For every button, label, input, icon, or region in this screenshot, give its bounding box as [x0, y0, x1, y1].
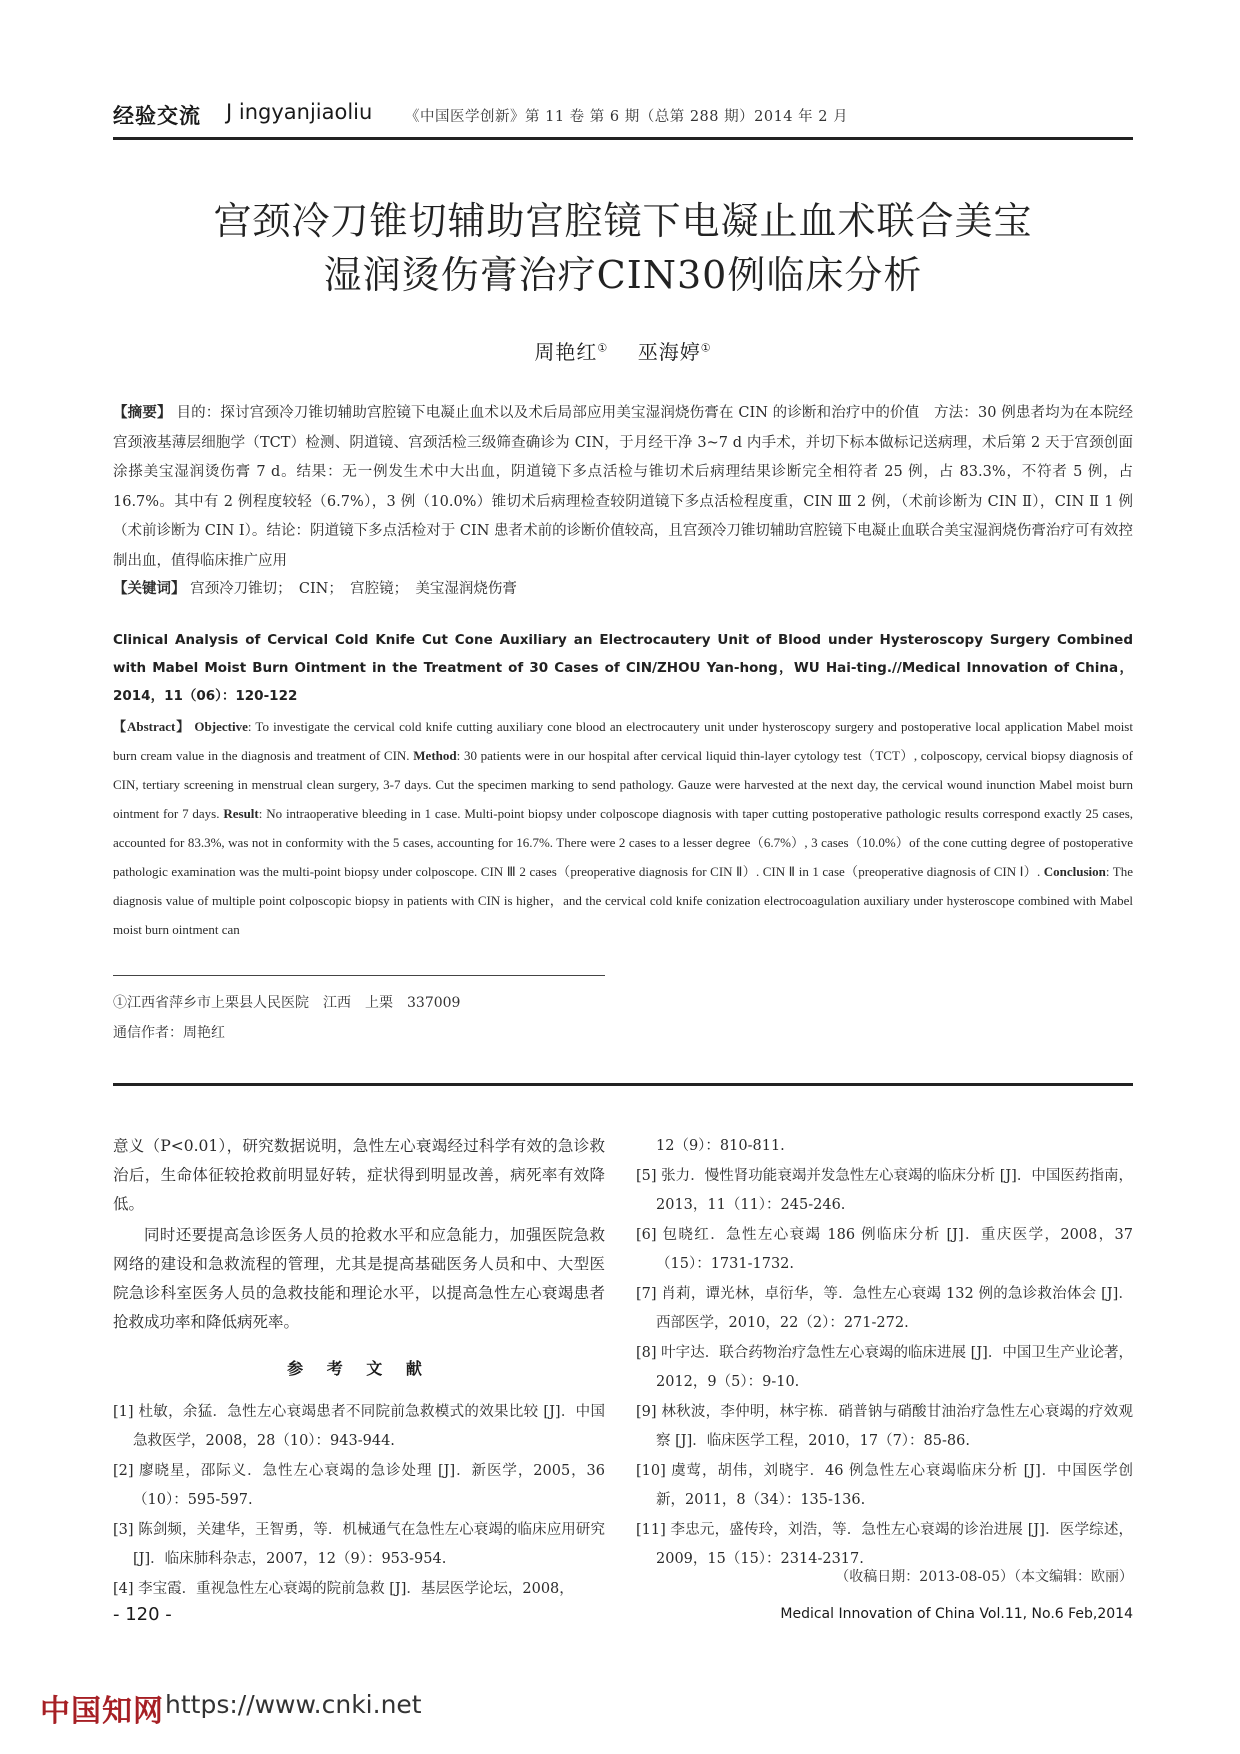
header-rule [113, 137, 1133, 140]
section-rule [113, 1083, 1133, 1086]
journal-issue: 《中国医学创新》第 11 卷 第 6 期（总第 288 期）2014 年 2 月 [405, 109, 849, 125]
section-pinyin: J ingyanjiaoliu [226, 100, 373, 124]
abstract-en-label: 【Abstract】 [113, 719, 191, 734]
abstract-zh-text: 目的：探讨宫颈冷刀锥切辅助宫腔镜下电凝止血术以及术后局部应用美宝湿润烧伤膏在 CIN 的诊断和治疗中的价值 方法：30 例患者均为在本院经宫颈液基薄层细胞学（TCT）检测、阴道镜、宫颈活检三级筛查确诊为 CIN，于月经干净 3~7 d 内手术，并切下标本做标记送病理，术后第 2 天于宫颈创面涂搽美宝湿润烫伤膏 7 d。结果：无一例发生术中大出血，阴道镜下多点活检与锥切术后病理结果诊断完全相符者 25 例，占 83.3%，不符者 5 例，占 16.7%。其中有 2 例程度较轻（6.7%），3 例（10.0%）锥切术后病理检查较阴道镜下多点活检程度重，CIN Ⅲ 2 例，（术前诊断为 CIN Ⅱ），CIN Ⅱ 1 例（术前诊断为 CIN Ⅰ）。结论：阴道镜下多点活检对于 CIN 患者术前的诊断价值较高，且宫颈冷刀锥切辅助宫腔镜下电凝止血联合美宝湿润烧伤膏治疗可有效控制出血，值得临床推广应用 [113, 405, 1133, 569]
abstract-zh-label: 【摘要】 [113, 404, 172, 421]
conclusion-text: : The diagnosis value of multiple point colposcopic biopsy in patients with CIN is higher，and the cervical cold knife conization electrocoagulation auxiliary under hysteroscope combined with Mabel moist burn ointment can [113, 864, 1133, 937]
abstract-zh [113, 398, 1133, 576]
author-1: 周艳红 [534, 340, 598, 364]
author-1-mark: ① [597, 341, 609, 355]
reference-item: [11] 李忠元，盛传玲，刘浩，等．急性左心衰竭的诊治进展 [J]．医学综述，2009，15（15）：2314-2317. [636, 1522, 1133, 1567]
objective-text: : To investigate the cervical cold knife cutting auxiliary cone blood an electrocautery unit under hysteroscopy surgery and postoperative local application Mabel moist burn cream value in the diagnosis and treatment of CIN. [113, 719, 1133, 763]
keywords-zh-text: 宫颈冷刀锥切； CIN； 宫腔镜； 美宝湿润烧伤膏 [190, 581, 517, 597]
body-paragraph-2: 同时还要提高急诊医务人员的抢救水平和应急能力，加强医院急救网络的建设和急救流程的管理，尤其是提高基础医务人员和中、大型医院急诊科室医务人员的急救技能和理论水平，以提高急性左心衰竭患者抢救成功率和降低病死率。 [113, 1226, 605, 1331]
keywords-zh [113, 574, 1133, 604]
article-title-line2: 湿润烫伤膏治疗CIN30例临床分析 [323, 253, 923, 297]
received-date: （收稿日期：2013-08-05）（本文编辑：欧丽） [835, 1569, 1133, 1585]
section-label: 经验交流 [113, 104, 201, 128]
result-text: : No intraoperative bleeding in 1 case. Multi-point biopsy under colposcope diagnosis with taper cutting postoperative pathologic results correspond exactly 25 cases, accounted for 83.3%, was not in conformity with the 5 cases, accounting for 16.7%. There were 2 cases to a lesser degree（6.7%）, 3 cases（10.0%）of the cone cutting degree of postoperative pathologic examination was the multi-point biopsy under colposcope. CIN Ⅲ 2 cases（preoperative diagnosis for CIN Ⅱ）. CIN Ⅱ in 1 case（preoperative diagnosis of CIN Ⅰ）. [113, 806, 1134, 879]
reference-item: [9] 林秋波，李仲明，林宇栋．硝普钠与硝酸甘油治疗急性左心衰竭的疗效观察 [J]．临床医学工程，2010，17（7）：85-86. [636, 1404, 1133, 1449]
reference-item: [10] 虞莺，胡伟，刘晓宇．46 例急性左心衰竭临床分析 [J]．中国医学创新，2011，8（34）：135-136. [636, 1463, 1133, 1508]
reference-item: [7] 肖莉，谭光林，卓衍华，等．急性左心衰竭 132 例的急诊救治体会 [J]．西部医学，2010，22（2）：271-272. [636, 1286, 1133, 1331]
method-label: Method [413, 748, 457, 763]
result-label: Result [223, 806, 259, 821]
keywords-zh-label: 【关键词】 [113, 580, 186, 597]
author-2: 巫海婷 [637, 340, 701, 364]
reference-item: [5] 张力．慢性肾功能衰竭并发急性左心衰竭的临床分析 [J]．中国医药指南，2013，11（11）：245-246. [636, 1168, 1133, 1213]
reference-item: [1] 杜敏，余猛．急性左心衰竭患者不同院前急救模式的效果比较 [J]．中国急救医学，2008，28（10）：943-944. [113, 1404, 605, 1449]
references-right [636, 1132, 1133, 1575]
abstract-en [113, 712, 1133, 944]
references-left [113, 1398, 605, 1605]
reference-item: [2] 廖晓星，邵际义．急性左心衰竭的急诊处理 [J]．新医学，2005，36（10）：595-597. [113, 1463, 605, 1508]
article-title-line1: 宫颈冷刀锥切辅助宫腔镜下电凝止血术联合美宝 [213, 199, 1033, 243]
author-line [113, 336, 1133, 365]
cnki-url[interactable]: https://www.cnki.net [165, 1690, 422, 1719]
conclusion-label: Conclusion [1043, 864, 1106, 879]
body-paragraph-1: 意义（P<0.01），研究数据说明，急性左心衰竭经过科学有效的急诊救治后，生命体征较抢救前明显好转，症状得到明显改善，病死率有效降低。 [113, 1137, 605, 1213]
body-left-column [113, 1132, 605, 1337]
page-number: - 120 - [113, 1604, 172, 1625]
reference-item: [8] 叶宇达．联合药物治疗急性左心衰竭的临床进展 [J]．中国卫生产业论著，2012，9（5）：9-10. [636, 1345, 1133, 1390]
author-2-mark: ① [700, 341, 712, 355]
footnote-corresponding: 通信作者：周艳红 [113, 1025, 225, 1041]
reference-item: [3] 陈剑频，关建华，王智勇，等．机械通气在急性左心衰竭的临床应用研究 [J]．临床肺科杂志，2007，12（9）：953-954. [113, 1522, 605, 1567]
journal-footer: Medical Innovation of China Vol.11, No.6 Feb,2014 [780, 1606, 1133, 1622]
references-heading: 参 考 文 献 [287, 1359, 431, 1378]
footnote-rule [113, 975, 605, 976]
reference-item: [6] 包晓红．急性左心衰竭 186 例临床分析 [J]．重庆医学，2008，37（15）：1731-1732. [636, 1227, 1133, 1272]
objective-label: Objective [194, 719, 248, 734]
footnote-affiliation: ①江西省萍乡市上栗县人民医院 江西 上栗 337009 [113, 995, 461, 1011]
cnki-logo-text: 中国知网 [40, 1694, 164, 1729]
reference-item: [4] 李宝霞．重视急性左心衰竭的院前急救 [J]．基层医学论坛，2008， [113, 1581, 574, 1597]
english-title: Clinical Analysis of Cervical Cold Knife Cut Cone Auxiliary an Electrocautery Unit of Blood under Hysteroscopy Surgery Combined with Mabel Moist Burn Ointment in the Treatment of 30 Cases of CIN/ZHOU Yan-hong，WU Hai-ting.//Medical Innovation of China，2014，11（06）：120-122 [113, 632, 1133, 704]
reference-continuation: 12（9）：810-811. [656, 1138, 785, 1154]
method-text: : 30 patients were in our hospital after cervical liquid thin-layer cytology test（TCT）, colposcopy, cervical biopsy diagnosis of CIN, tertiary screening in menstrual clean surgery, 3-7 days. Cut the specimen marking to send pathology. Gauze were harvested at the next day, the cervical wound inunction Mabel moist burn ointment for 7 days. [113, 748, 1133, 821]
